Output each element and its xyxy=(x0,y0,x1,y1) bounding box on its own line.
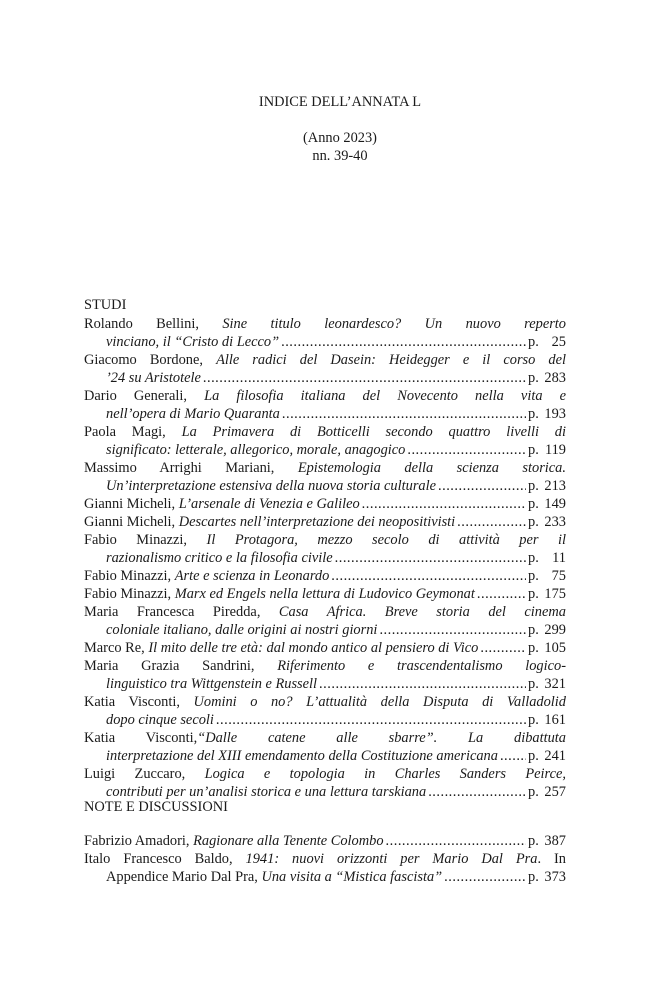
page-number: 387 xyxy=(544,833,566,849)
entry-title: La Primavera di Botticelli secondo quattro livelli di xyxy=(181,424,566,440)
page-prefix: p. xyxy=(528,550,539,566)
page-prefix: p. xyxy=(528,442,539,458)
page-prefix: p. xyxy=(528,496,539,512)
section-note-discussioni xyxy=(84,798,566,886)
entry-title: Marx ed Engels nella lettura di Ludovico Geymonat xyxy=(174,586,475,602)
entry-line-1 xyxy=(84,603,566,621)
toc-entry xyxy=(84,423,566,459)
dot-leader xyxy=(480,639,526,657)
entry-line-2 xyxy=(84,549,566,567)
entry-title: Descartes nell’interpretazione dei neopositivisti xyxy=(178,514,456,530)
entry-line-1 xyxy=(84,423,566,441)
page-number: 149 xyxy=(544,496,566,512)
entry-author: Marco Re, xyxy=(84,640,149,656)
entry-title-continuation xyxy=(106,369,201,387)
entry-author: Luigi Zuccaro, xyxy=(84,766,205,782)
entry-author: Rolando Bellini, xyxy=(84,316,223,332)
entry-line-1 xyxy=(84,693,566,711)
toc-entry xyxy=(84,387,566,423)
entry-line-2 xyxy=(84,333,566,351)
entry-title-continuation xyxy=(106,675,317,693)
page-reference xyxy=(528,513,566,531)
dot-leader xyxy=(331,567,526,585)
dot-leader xyxy=(457,513,526,531)
entry-author: Fabio Minazzi, xyxy=(84,532,207,548)
entry-author: Italo Francesco Baldo, xyxy=(84,851,246,867)
entry-title-continuation xyxy=(106,441,405,459)
entry-author: Gianni Micheli, xyxy=(84,514,179,530)
entry-title-continuation xyxy=(106,711,214,729)
page-prefix: p. xyxy=(528,370,539,386)
page-number: 75 xyxy=(551,568,566,584)
entry-line-1 xyxy=(84,459,566,477)
entry-line-2 xyxy=(84,369,566,387)
entry-title: Ragionare alla Tenente Colombo xyxy=(193,833,384,849)
dot-leader xyxy=(335,549,526,567)
toc-entry xyxy=(84,351,566,387)
page-reference xyxy=(528,369,566,387)
page-prefix: p. xyxy=(528,640,539,656)
section-studi xyxy=(84,296,566,801)
entry-title: Logica e topologia in Charles Sanders Peirce, xyxy=(204,766,566,782)
page-prefix: p. xyxy=(528,568,539,584)
entry-line-prefix: Appendice Mario Dal Pra, xyxy=(106,869,262,885)
entry-title-continuation xyxy=(106,477,436,495)
dot-leader xyxy=(203,369,526,387)
dot-leader xyxy=(282,405,526,423)
dot-leader xyxy=(216,711,526,729)
entry-title-part: vinciano, il “Cristo di Lecco” xyxy=(106,334,280,350)
entry-line-2 xyxy=(84,711,566,729)
toc-entry xyxy=(84,585,566,603)
year-label: (Anno 2023) xyxy=(303,130,377,146)
entry-title: La filosofia italiana del Novecento nella vita e xyxy=(204,388,566,404)
toc-entry xyxy=(84,495,566,513)
entry-line-2 xyxy=(84,868,566,886)
entry-line-1 xyxy=(84,513,566,531)
entry-author: Paola Magi, xyxy=(84,424,182,440)
entry-author: Katia Visconti, xyxy=(84,730,198,746)
entry-line-1 xyxy=(84,729,566,747)
entry-title: Epistemologia della scienza storica. xyxy=(297,460,566,476)
page-number: 11 xyxy=(552,550,566,566)
entry-title-continuation xyxy=(106,621,377,639)
toc-entry xyxy=(84,693,566,729)
toc-entry xyxy=(84,531,566,567)
page-reference xyxy=(528,549,566,567)
page-reference xyxy=(528,868,566,886)
page-reference xyxy=(528,832,566,850)
entry-title: Uomini o no? L’attualità della Disputa di Valladolid xyxy=(193,694,566,710)
page-prefix: p. xyxy=(528,514,539,530)
entry-title: Riferimento e trascendentalismo logico- xyxy=(277,658,566,674)
entry-text xyxy=(84,585,475,603)
entry-title-part: Un’interpretazione estensiva della nuova storia culturale xyxy=(106,478,437,494)
page-reference xyxy=(528,747,566,765)
entry-title-part: razionalismo critico e la filosofia civile xyxy=(106,550,333,566)
entry-line-1 xyxy=(84,495,566,513)
entry-line-1 xyxy=(84,585,566,603)
entry-title-part: interpretazione del XIII emendamento della Costituzione americana xyxy=(106,748,498,764)
entry-title: Sine titulo leonardesco? Un nuovo reperto xyxy=(222,316,566,332)
toc-entry xyxy=(84,657,566,693)
page-prefix: p. xyxy=(528,334,539,350)
entry-text xyxy=(84,513,455,531)
page-reference xyxy=(528,495,566,513)
entry-author: Fabio Minazzi, xyxy=(84,568,175,584)
page-reference xyxy=(528,639,566,657)
page-reference xyxy=(528,711,566,729)
page-number: 119 xyxy=(544,442,566,458)
page-prefix: p. xyxy=(528,676,539,692)
entry-title-part: contributi per un’analisi storica e una lettura tarskiana xyxy=(106,784,427,800)
entry-author: Maria Francesca Piredda, xyxy=(84,604,279,620)
entry-title-continuation xyxy=(106,549,333,567)
page-number: 241 xyxy=(544,748,566,764)
page-number: 233 xyxy=(544,514,566,530)
page-reference xyxy=(528,405,566,423)
page-reference xyxy=(528,333,566,351)
entry-author: Gianni Micheli, xyxy=(84,496,179,512)
page-prefix: p. xyxy=(528,869,539,885)
entry-author: Fabio Minazzi, xyxy=(84,586,175,602)
page-reference xyxy=(528,585,566,603)
page-number: 105 xyxy=(544,640,566,656)
page-prefix: p. xyxy=(528,748,539,764)
entry-title-continuation xyxy=(106,747,498,765)
page-prefix: p. xyxy=(528,833,539,849)
page-reference xyxy=(528,675,566,693)
entry-title: Casa Africa. Breve storia del cinema xyxy=(278,604,566,620)
page-prefix: p. xyxy=(528,586,539,602)
dot-leader xyxy=(362,495,526,513)
page-prefix: p. xyxy=(528,784,539,800)
entry-list xyxy=(84,832,566,886)
section-heading: STUDI xyxy=(84,297,127,313)
toc-entry xyxy=(84,639,566,657)
entry-line-1 xyxy=(84,832,566,850)
entry-line-2 xyxy=(84,675,566,693)
index-title: INDICE DELL’ANNATA L xyxy=(258,94,422,110)
toc-entry xyxy=(84,850,566,886)
toc-entry xyxy=(84,765,566,801)
entry-text xyxy=(84,495,360,513)
entry-line-1 xyxy=(84,639,566,657)
entry-line-1 xyxy=(84,657,566,675)
entry-title-part: significato: letterale, allegorico, morale, anagogico xyxy=(106,442,406,458)
page-prefix: p. xyxy=(528,478,539,494)
entry-line-2 xyxy=(84,441,566,459)
toc-entry xyxy=(84,832,566,850)
page-prefix: p. xyxy=(528,622,539,638)
page-reference xyxy=(528,567,566,585)
dot-leader xyxy=(500,747,526,765)
entry-author: Fabrizio Amadori, xyxy=(84,833,194,849)
entry-title-part: coloniale italiano, dalle origini ai nostri giorni xyxy=(106,622,378,638)
page-reference xyxy=(528,621,566,639)
entry-title-suffix: . In xyxy=(537,851,567,867)
entry-title-continuation xyxy=(106,405,280,423)
entry-line-1 xyxy=(84,531,566,549)
entry-title-part: dopo cinque secoli xyxy=(106,712,214,728)
entry-line-1 xyxy=(84,765,566,783)
entry-title-continuation xyxy=(106,868,442,886)
page-number: 299 xyxy=(544,622,566,638)
entry-text xyxy=(84,567,329,585)
entry-line-2 xyxy=(84,405,566,423)
section-heading: NOTE E DISCUSSIONI xyxy=(84,799,228,815)
dot-leader xyxy=(477,585,526,603)
entry-title-part: nell’opera di Mario Quaranta xyxy=(106,406,280,422)
entry-title-part: Una visita a “Mistica fascista” xyxy=(261,869,443,885)
entry-title: “Dalle catene alle sbarre”. La dibattuta xyxy=(197,730,567,746)
entry-author: Massimo Arrighi Mariani, xyxy=(84,460,298,476)
toc-entry xyxy=(84,729,566,765)
entry-text xyxy=(84,639,478,657)
toc-entry xyxy=(84,459,566,495)
page-prefix: p. xyxy=(528,712,539,728)
entry-list xyxy=(84,315,566,801)
dot-leader xyxy=(444,868,526,886)
entry-line-2 xyxy=(84,477,566,495)
dot-leader xyxy=(281,333,526,351)
page-number: 161 xyxy=(544,712,566,728)
page-number: 193 xyxy=(544,406,566,422)
issue-numbers: nn. 39-40 xyxy=(312,148,368,164)
dot-leader xyxy=(438,477,526,495)
entry-line-1 xyxy=(84,351,566,369)
dot-leader xyxy=(319,675,526,693)
dot-leader xyxy=(379,621,526,639)
page-prefix: p. xyxy=(528,406,539,422)
entry-title: 1941: nuovi orizzonti per Mario Dal Pra xyxy=(245,851,538,867)
page-number: 175 xyxy=(544,586,566,602)
page-header xyxy=(0,93,650,165)
entry-line-1 xyxy=(84,850,566,868)
page-number: 321 xyxy=(544,676,566,692)
page-number: 213 xyxy=(544,478,566,494)
dot-leader xyxy=(407,441,526,459)
entry-title-continuation xyxy=(106,333,279,351)
entry-line-1 xyxy=(84,567,566,585)
toc-entry xyxy=(84,315,566,351)
page-number: 283 xyxy=(544,370,566,386)
toc-entry xyxy=(84,603,566,639)
entry-title: Il Protagora, mezzo secolo di attività per il xyxy=(206,532,566,548)
page-number: 257 xyxy=(544,784,566,800)
page-reference xyxy=(528,441,566,459)
entry-line-2 xyxy=(84,621,566,639)
entry-author: Giacomo Bordone, xyxy=(84,352,217,368)
entry-title: Il mito delle tre età: dal mondo antico al pensiero di Vico xyxy=(148,640,479,656)
dot-leader xyxy=(386,832,526,850)
entry-text xyxy=(84,832,384,850)
entry-author: Katia Visconti, xyxy=(84,694,194,710)
entry-line-1 xyxy=(84,315,566,333)
entry-title: Alle radici del Dasein: Heidegger e il corso del xyxy=(216,352,567,368)
toc-entry xyxy=(84,567,566,585)
entry-title-part: linguistico tra Wittgenstein e Russell xyxy=(106,676,318,692)
entry-line-1 xyxy=(84,387,566,405)
entry-title: L’arsenale di Venezia e Galileo xyxy=(178,496,360,512)
page-number: 25 xyxy=(551,334,566,350)
entry-author: Dario Generali, xyxy=(84,388,205,404)
entry-title: Arte e scienza in Leonardo xyxy=(174,568,330,584)
page-number: 373 xyxy=(544,869,566,885)
entry-line-2 xyxy=(84,747,566,765)
entry-author: Maria Grazia Sandrini, xyxy=(84,658,278,674)
entry-title-part: ’24 su Aristotele xyxy=(106,370,201,386)
toc-entry xyxy=(84,513,566,531)
page-reference xyxy=(528,477,566,495)
